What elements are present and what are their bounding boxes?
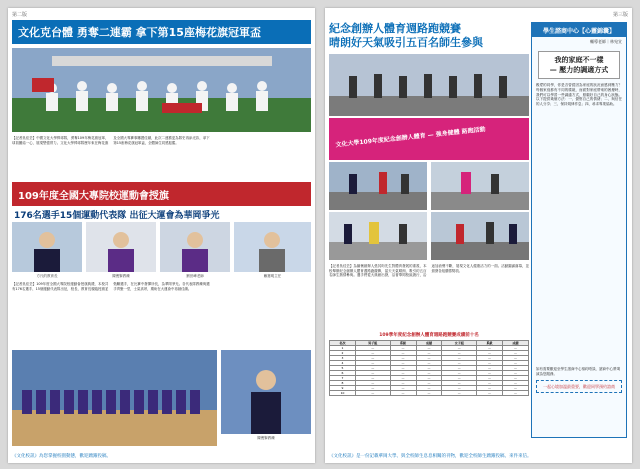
table-cell: — — [390, 356, 416, 361]
table-cell: 10 — [330, 391, 356, 396]
table-cell: — — [390, 371, 416, 376]
banner-text: 文化大學109年度紀念創辦人體育 — 強身健體 路跑活動 — [335, 126, 486, 149]
table-cell: — — [503, 391, 529, 396]
table-cell: — — [355, 361, 390, 366]
table-cell: — — [355, 351, 390, 356]
table-cell: — — [442, 351, 477, 356]
portrait-photo — [86, 222, 156, 272]
table-cell: — — [416, 371, 442, 376]
article-body: 【記者吳佳芸】為緬懷創辦人張其昀先生對體育發展的重視，本校舉辦紀念創辦人體育週路跑競賽，當天天氣晴朗，吸引約五百名師生熱情參與。選手們從大典館出發，沿著華岡校區繞行，沿途加油聲不斷，展現文化人健康活力的一面。活動圓滿落幕，並頒發各組優勝獎項。 — [329, 264, 529, 278]
sidebar-header: 學生諮商中心【心靈錦囊】 — [532, 23, 626, 37]
table-cell: — — [503, 351, 529, 356]
sidebar-contact-box: 一起心境加溫最重要，歡迎同學預約諮商 — [536, 380, 622, 393]
headline-text: 文化克台體 勇奪二連霸 拿下第15座梅花旗冠軍盃 — [18, 26, 261, 39]
activity-photo — [329, 212, 427, 260]
right-page — [325, 8, 632, 463]
table-cell: — — [503, 371, 529, 376]
table-cell: — — [416, 391, 442, 396]
portrait-caption: 賴憲明主任 — [263, 274, 282, 278]
page-number: 第三版 — [612, 12, 628, 18]
table-cell: — — [416, 356, 442, 361]
table-cell: 4 — [330, 361, 356, 366]
group-photo — [12, 350, 217, 446]
table-cell: — — [477, 361, 503, 366]
portrait-caption: 陳俊賢教練 — [112, 274, 130, 278]
results-table — [329, 340, 529, 396]
headline — [12, 20, 311, 44]
table-cell: — — [442, 361, 477, 366]
headline — [329, 22, 529, 50]
table-cell: 1 — [330, 346, 356, 351]
table-cell: — — [416, 366, 442, 371]
table-header-cell: 系級 — [477, 341, 503, 346]
table-cell: — — [355, 376, 390, 381]
table-cell: — — [390, 351, 416, 356]
table-cell: 3 — [330, 356, 356, 361]
table-cell: — — [503, 366, 529, 371]
table-header-cell: 成績 — [416, 341, 442, 346]
table-cell: — — [390, 346, 416, 351]
table-header-cell: 系級 — [390, 341, 416, 346]
table-row — [330, 391, 529, 396]
portrait-caption: 方氏的教育長 — [36, 274, 58, 278]
table-cell: — — [503, 376, 529, 381]
headline-line2: 晴朗好天氣吸引五百名師生參與 — [329, 36, 483, 49]
table-cell: — — [442, 366, 477, 371]
table-cell: — — [477, 371, 503, 376]
page-number: 第二版 — [12, 12, 28, 18]
table-cell: — — [416, 351, 442, 356]
article2-body: 【記者吳佳芸】109年度全國大專院校運動會授旗典禮，本校共有176名選手、15個運動代表隊出征，校長、教育長親臨授旗並勉勵選手，在比賽中發揮所長，為華岡爭光。各代表隊教練與選手齊聚一堂，士氣高昂，期盼在大運會中再創佳績。 — [12, 282, 210, 291]
table-cell: — — [477, 391, 503, 396]
sidebar-title-line2: — 壓力的調適方式 — [549, 66, 609, 74]
sidebar-contact: 如有需要歡迎至學生諮商中心預約晤談，諮商中心將竭誠為您服務。 — [536, 367, 620, 376]
table-cell: — — [416, 346, 442, 351]
runners-photo — [329, 54, 529, 116]
table-cell: — — [503, 386, 529, 391]
table-cell: — — [355, 346, 390, 351]
activity-photo — [329, 162, 427, 210]
table-cell: — — [477, 381, 503, 386]
table-cell: — — [442, 376, 477, 381]
table-cell: — — [416, 386, 442, 391]
banner-photo — [329, 118, 529, 160]
sidebar-title — [538, 51, 620, 79]
table-cell: — — [355, 386, 390, 391]
table-cell: — — [477, 366, 503, 371]
section2-title — [12, 182, 311, 206]
table-cell: — — [390, 386, 416, 391]
sidebar-title-line1: 我的家庭不一樣 — [554, 56, 604, 64]
table-cell: — — [442, 371, 477, 376]
table-header-cell: 女子組 — [442, 341, 477, 346]
table-cell: — — [416, 361, 442, 366]
footer: 《文化校訊》為您掌握校園動態，歡迎踴躍投稿。 — [12, 454, 111, 459]
table-cell: — — [477, 386, 503, 391]
table-cell: 9 — [330, 386, 356, 391]
table-cell: 5 — [330, 366, 356, 371]
footer: 《文化校訊》是一份記載華岡大學、與全校師生息息相關的刊物，歡迎全校師生踴躍投稿、來件來信。 — [329, 454, 532, 459]
table-cell: — — [503, 361, 529, 366]
coach-photo — [221, 350, 311, 434]
activity-photo — [431, 212, 529, 260]
table-header-cell: 成績 — [503, 341, 529, 346]
counseling-sidebar — [531, 22, 627, 438]
portrait-photo — [234, 222, 311, 272]
table-cell: 2 — [330, 351, 356, 356]
table-cell: — — [416, 381, 442, 386]
section2-title-text: 109年度全國大專院校運動會授旗 — [18, 190, 169, 202]
left-page — [8, 8, 315, 463]
table-cell: — — [416, 376, 442, 381]
table-cell: — — [355, 371, 390, 376]
table-header-cell: 名次 — [330, 341, 356, 346]
section2-subtitle: 176名選手15個運動代表隊 出征大運會為華岡爭光 — [14, 211, 220, 221]
table-cell: — — [442, 381, 477, 386]
table-cell: — — [355, 391, 390, 396]
table-cell: — — [390, 366, 416, 371]
table-cell: — — [390, 361, 416, 366]
table-cell: — — [442, 386, 477, 391]
headline-line1: 紀念創辦人體育週路跑競賽 — [329, 22, 461, 35]
portrait-photo — [12, 222, 82, 272]
sidebar-body: 親愛的同學，你是否曾經因為家庭的狀況而感到壓力？每個家庭都有不同的樣貌，而面對家庭帶來的困擾時，我們可以學習一些調適方式，照顧好自己的身心狀態。以下提供幾個方法：一、覺察自己的情緒；二、與信任的人分享；三、保持規律作息；四、尋求專業協助。 — [536, 83, 622, 107]
table-cell: — — [477, 356, 503, 361]
portrait-caption: 劉世峰老師 — [186, 274, 204, 278]
table-cell: — — [477, 376, 503, 381]
article1-body: 【記者吳佳芸】中國文化大學棒球隊，勇奪109年梅花旗冠軍，球員團結一心，展現堅強實力。文化大學棒球隊歷年來在梅花旗及全國大專賽事屢獲佳績，此次二連霸更為隊史再添光彩，拿下第15座梅花旗冠軍盃，全體師生同感振奮。 — [12, 136, 210, 145]
table-cell: — — [442, 391, 477, 396]
coach-caption: 陳俊賢教練 — [257, 436, 275, 440]
table-cell: — — [355, 366, 390, 371]
table-cell: — — [477, 351, 503, 356]
table-cell: — — [390, 391, 416, 396]
table-cell: — — [477, 346, 503, 351]
sidebar-author: 輔導老師｜林宛宣 — [590, 39, 622, 44]
results-table-block — [329, 332, 529, 396]
team-photo — [12, 48, 311, 132]
table-cell: — — [442, 356, 477, 361]
table-cell: — — [503, 381, 529, 386]
table-cell: — — [390, 376, 416, 381]
table-cell: 8 — [330, 381, 356, 386]
table-cell: 6 — [330, 371, 356, 376]
table-cell: — — [355, 381, 390, 386]
table-cell: — — [503, 356, 529, 361]
table-cell: — — [503, 346, 529, 351]
table-title: 109學年度紀念創辦人體育週路跑競賽成績前十名 — [379, 333, 479, 338]
table-cell: — — [355, 356, 390, 361]
portrait-photo — [160, 222, 230, 272]
table-header-cell: 男子組 — [355, 341, 390, 346]
table-cell: 7 — [330, 376, 356, 381]
activity-photo — [431, 162, 529, 210]
table-cell: — — [442, 346, 477, 351]
table-cell: — — [390, 381, 416, 386]
